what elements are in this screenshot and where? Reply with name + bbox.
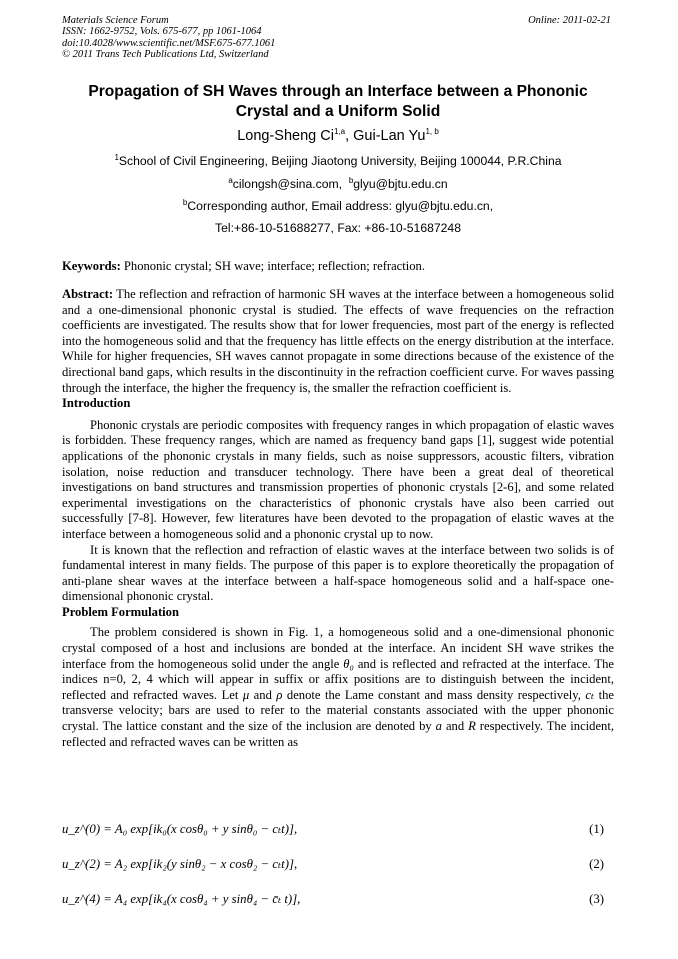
problem-text-2: and is reflected and refracted at the interface. The indices n=0, 2, 4 which will appear in suffix or affix positions are to distinguish between the incident, reflected and refracted waves. Let [62, 656, 614, 702]
email-a-mark: a [228, 175, 233, 185]
problem-text-3: and [249, 687, 277, 702]
paper-title [62, 82, 614, 122]
author-separator: , [345, 128, 354, 144]
abstract-text: The reflection and refraction of harmonic SH waves at the interface between a homogeneous solid and a one-dimensional phononic crystal is studied. The effects of wave frequencies on the refraction coefficients are investigated. The results show that for lower frequencies, most part of the energy is reflected into the homogeneous solid and that the frequency has little effects on the energy distribution at the interface. While for higher frequencies, SH waves cannot propagate in some directions because of the existence of the directional band gaps, which results in the discontinuity in the refraction coefficient curve. For waves passing through the interface, the higher the frequency is, the smaller the refraction coefficient is. [62, 287, 614, 395]
email-b: glyu@bjtu.edu.cn [353, 177, 448, 191]
problem-text-7: respectively. The incident, reflected and refracted waves can be written as [62, 719, 615, 749]
email-b-mark: b [348, 175, 354, 185]
equation-2-number: (2) [589, 857, 604, 871]
problem-text-4: denote the Lame constant and mass density respectively, [282, 687, 586, 702]
equation-1 [62, 822, 614, 842]
affiliation-text: School of Civil Engineering, Beijing Jiaotong University, Beijing 100044, P.R.China [118, 154, 562, 168]
symbol-R: R [468, 719, 476, 734]
symbol-a: a [435, 719, 442, 734]
author-2-affil-mark: 1, b [425, 127, 439, 137]
journal-name: Materials Science Forum [62, 15, 169, 26]
online-date: Online: 2011-02-21 [528, 15, 611, 26]
introduction-paragraph-2: It is known that the reflection and refraction of elastic waves at the interface between two solids is of fundamental interest in many fields. The purpose of this paper is to explore theoretically the propagation of anti-plane shear waves at the interface between a half-space homogeneous solid and a half-space one-dimensional phononic crystal. [62, 542, 614, 604]
equation-2-expression: u_z^(2) = A₂ exp[ik₂(y sinθ₂ − x cosθ₂ − cₜt)], [62, 857, 298, 871]
affiliation [62, 154, 614, 168]
introduction-heading: Introduction [62, 396, 131, 411]
symbol-theta0: θ₀ [343, 656, 354, 671]
equation-1-expression: u_z^(0) = A₀ exp[ik₀(x cosθ₀ + y sinθ₀ − cₜt)], [62, 822, 298, 836]
abstract-label: Abstract: [62, 287, 114, 301]
keywords-label: Keywords: [62, 259, 121, 273]
corresponding-text: Corresponding author, Email address: glyu@bjtu.edu.cn, [187, 199, 494, 213]
introduction-paragraph-1: Phononic crystals are periodic composites with frequency ranges in which propagation of elastic waves is forbidden. These frequency ranges, which are named as frequency band gaps [1], suggest wide potential applications of the phononic crystals in many fields, such as noise suppressors, acoustic filters, vibration isolation, noise reduction and transducer technology. There have been a great deal of theoretical investigations on band structures and transmission properties of phononic crystals [2-6], and some related experimental investigations on the characteristics of phononic crystals have also been carried out successfully [7-8]. However, few literatures have been devoted to the propagation of elastic waves at the interface between a homogeneous solid and a phononic crystal up to now. [62, 417, 614, 541]
symbol-mu: μ [242, 687, 250, 702]
author-2-name: Gui-Lan Yu [353, 128, 426, 144]
affiliation-mark: 1 [114, 152, 119, 162]
equation-3-expression: u_z^(4) = A₄ exp[ik₄(x cosθ₄ + y sinθ₄ − c̄ₜ t)], [62, 892, 301, 906]
abstract [62, 287, 614, 396]
author-list [62, 128, 614, 144]
problem-text-5: the transverse velocity; bars are used to refer to the material constants associated with the upper phononic crystal. The lattice constant and the size of the inclusion are denoted by [62, 687, 614, 734]
contact-line: Tel:+86-10-51688277, Fax: +86-10-51687248 [215, 221, 461, 235]
corresponding-mark: b [182, 197, 188, 207]
problem-paragraph [62, 625, 614, 750]
copyright-line: © 2011 Trans Tech Publications Ltd, Switzerland [62, 48, 269, 60]
title-line-2: Crystal and a Uniform Solid [235, 103, 441, 120]
equation-3-number: (3) [589, 892, 604, 906]
author-1-name: Long-Sheng Ci [237, 128, 334, 144]
problem-text-6: and [441, 719, 469, 734]
email-a: cilongsh@sina.com, [232, 177, 343, 191]
keywords [62, 259, 614, 275]
author-1-affil-mark: 1,a [333, 127, 346, 137]
issn-line: ISSN: 1662-9752, Vols. 675-677, pp 1061-1064 [62, 26, 262, 38]
problem-formulation-heading: Problem Formulation [62, 604, 179, 619]
corresponding-author [62, 199, 614, 213]
symbol-rho: ρ [276, 687, 283, 702]
title-line-1: Propagation of SH Waves through an Interface between a Phononic [88, 83, 588, 100]
doi-line: doi:10.4028/www.scientific.net/MSF.675-677.1061 [62, 37, 276, 49]
main-body [62, 287, 614, 750]
problem-text-1: The problem considered is shown in Fig. 1, a homogeneous solid and a one-dimensional phononic crystal composed of a host and inclusions are bonded at the interface. An incident SH wave strikes the interface from the homogeneous solid under the angle [62, 625, 614, 671]
author-emails [62, 177, 614, 191]
symbol-ct: cₜ [585, 687, 595, 702]
equation-3 [62, 892, 614, 912]
equation-2 [62, 857, 614, 877]
equation-1-number: (1) [589, 822, 604, 836]
keywords-text: Phononic crystal; SH wave; interface; reflection; refraction. [120, 259, 425, 273]
journal-header [62, 15, 275, 60]
